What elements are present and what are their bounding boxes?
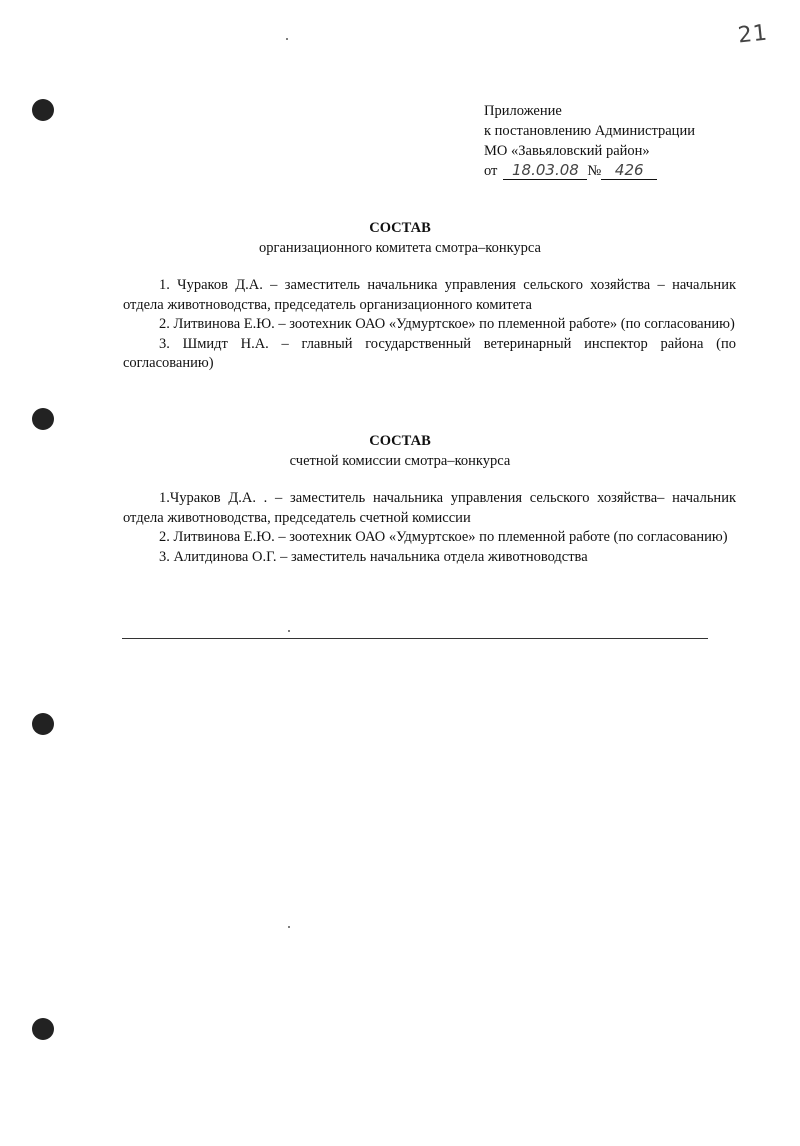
punch-hole: [32, 408, 54, 430]
list-item: 1. Чураков Д.А. – заместитель начальника управления сельского хозяйства – начальник отдела животноводства, председатель организационного комитета: [123, 277, 736, 313]
section-subheading: организационного комитета смотра–конкурса: [259, 240, 541, 256]
appendix-line: Приложение: [484, 103, 562, 119]
list-item: 3. Шмидт Н.А. – главный государственный ветеринарный инспектор района (по согласованию): [123, 335, 736, 371]
handwritten-date: 18.03.08: [503, 162, 587, 180]
number-label: №: [587, 163, 602, 179]
scan-speck: [288, 630, 290, 632]
section-title: [0, 431, 800, 471]
section-heading: СОСТАВ: [369, 433, 431, 449]
appendix-date-line: [484, 161, 695, 181]
punch-hole: [32, 99, 54, 121]
section-subheading: счетной комиссии смотра–конкурса: [289, 453, 511, 469]
punch-hole: [32, 713, 54, 735]
list-item: 1.Чураков Д.А. . – заместитель начальника управления сельского хозяйства– начальник отдела животноводства, председатель счетной комиссии: [123, 490, 736, 526]
section-heading: СОСТАВ: [369, 220, 431, 236]
divider-line: [122, 638, 708, 639]
member-list: [123, 276, 736, 374]
handwritten-number: 426: [601, 162, 657, 180]
scan-speck: [288, 926, 290, 928]
punch-hole: [32, 1018, 54, 1040]
list-item: 2. Литвинова Е.Ю. – зоотехник ОАО «Удмуртское» по племенной работе» (по согласованию): [159, 316, 735, 332]
list-item: 2. Литвинова Е.Ю. – зоотехник ОАО «Удмуртское» по племенной работе (по согласованию): [159, 529, 728, 545]
list-item: 3. Алитдинова О.Г. – заместитель начальника отдела животноводства: [159, 548, 588, 565]
scan-speck: [286, 38, 288, 40]
handwritten-page-number: 21: [736, 20, 770, 49]
section-title: [0, 218, 800, 258]
appendix-line: МО «Завьяловский район»: [484, 143, 650, 159]
appendix-block: [484, 101, 695, 181]
from-label: от: [484, 163, 498, 179]
appendix-line: к постановлению Администрации: [484, 123, 695, 139]
member-list: [123, 489, 736, 567]
